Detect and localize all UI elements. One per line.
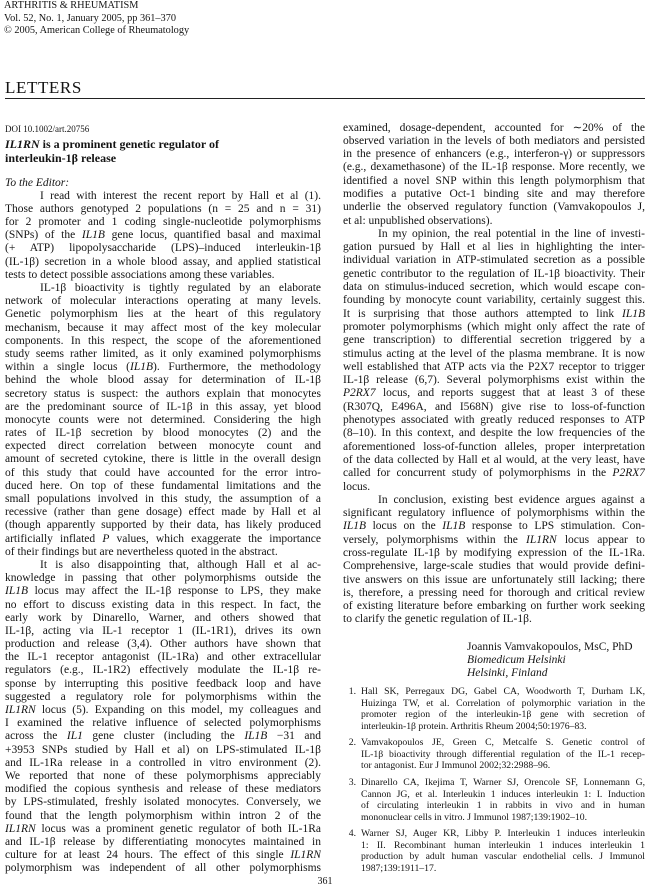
text-line: (e.g., dexamethasone) of the IL-1β response. More recently, we (343, 161, 645, 174)
text-segment: locus, and reports suggest that at least 3 of these (375, 387, 645, 400)
text-line: knowledge in passing that other polymorphisms outside the (5, 572, 321, 585)
text-segment: locus was a prominent genetic regulator of both IL-1Ra (35, 822, 321, 835)
text-line: in the presence of enhancers (e.g., interferon-γ) or suppressors (343, 148, 645, 161)
text-line (5, 533, 321, 546)
text-line: monocyte counts were not determined. Considering the high (5, 413, 321, 426)
reference-text (361, 737, 645, 772)
text-line: I read with interest the recent report by Hall et al (1). (40, 189, 321, 202)
text-segment: ). Furthermore, the methodology (153, 361, 321, 374)
text-line: stimulus acting at the level of the plasma membrane. It is now (343, 347, 645, 360)
right-column (343, 122, 645, 627)
text-line: well established that ATP acts via the P2X7 receptor to trigger (343, 360, 645, 373)
text-line: founding by monocyte count variability, certainly suggest this. (343, 294, 645, 307)
title-line (5, 137, 321, 151)
text-line: amount of secreted cytokine, there is little in the overall design (5, 453, 321, 466)
reference-line: Warner SJ, Auger KR, Libby P. Interleukin 1 induces interleukin (361, 828, 645, 840)
text-line: polymorphism was independent of all other polymorphisms (5, 862, 321, 875)
paragraph (5, 559, 321, 876)
reference-line: Dinarello CA, Ikejima T, Warner SJ, Orencole SF, Lonnemann G, (361, 776, 645, 788)
text-line (343, 534, 645, 547)
text-line: examined, dosage-dependent, accounted for ∼20% of the (343, 121, 645, 134)
text-line (343, 308, 645, 321)
text-line: identified a novel SNP within this length polymorphism that (343, 174, 645, 187)
paragraph (5, 190, 321, 282)
text-line: for 2 promoter and 1 coding single-nucleotide polymorphisms (5, 216, 321, 229)
text-line: network of molecular interactions operating at many levels. (5, 295, 321, 308)
text-line: of their findings but are nevertheless quoted in the abstract. (5, 545, 278, 558)
text-line: study seems rather limited, as it only examined polymorphisms (5, 347, 321, 360)
text-line: phenotypes associated with greatly reduced responses to ATP (343, 414, 645, 427)
text-line: of the data collected by Hall et al would, at the very least, have (343, 453, 645, 466)
text-segment: gene locus, quantified basal and maximal (104, 229, 321, 242)
text-line: behind the whole blood assay for determination of IL-1β (5, 374, 321, 387)
signature (467, 641, 633, 681)
left-paragraphs (5, 190, 321, 876)
reference-line: Cannon JG, et al. Interleukin 1 induces interleukin 1: I. Induction (361, 788, 645, 800)
text-line: aforementioned loss-of-function alleles, proper interpretation (343, 440, 645, 453)
text-segment: called for concurrent study of polymorphisms in the (343, 467, 613, 480)
reference-number: 1. (348, 686, 356, 697)
reference-item (343, 737, 645, 772)
text-line: In conclusion, existing best evidence argues against a (378, 493, 645, 506)
text-line: IL-1β release (6,7). Several polymorphisms exist within the (343, 374, 645, 387)
reference-line: Vamvakopoulos JE, Green C, Metcalfe S. Genetic control of (361, 737, 645, 749)
salutation: To the Editor: (5, 176, 70, 189)
text-line: I examined the relative influence of selected polymorphisms (5, 717, 321, 730)
text-line: of this study that could have accounted for the error intro- (5, 466, 321, 479)
text-line: We reported that none of these polymorphisms appreciably (5, 769, 321, 782)
text-line (5, 229, 321, 242)
text-segment: locus on the (366, 520, 443, 533)
text-line: tests to detect possible associations among these variables. (5, 268, 275, 281)
reference-item (343, 828, 645, 874)
reference-line: Huizinga TW, et al. Correlation of polymorphic variation in the (361, 697, 645, 709)
italic-term: IL1RN (5, 136, 40, 151)
text-line (5, 730, 321, 743)
reference-line: mononuclear cells in vitro. J Immunol 1987;139:1902–10. (361, 811, 588, 823)
text-line: sponse by interrupting this positive feedback loop and have (5, 677, 321, 690)
italic-term: IL1RN (5, 822, 36, 835)
text-segment: values, which exaggerate the importance (109, 532, 321, 545)
paragraph (5, 282, 321, 559)
text-segment: locus (5). Expanding on this model, my colleagues and (35, 704, 321, 716)
reference-item (343, 777, 645, 823)
title-line: interleukin-1β release (5, 150, 117, 165)
journal-header (4, 0, 189, 38)
text-segment: (SNPs) of the (5, 229, 82, 242)
text-line (5, 849, 321, 862)
text-line: individual variation in ATP-stimulated secretion as a possible (343, 254, 645, 267)
italic-term: IL1RN (525, 533, 557, 546)
text-line: significant regulatory influence of polymorphisms within the (343, 507, 645, 520)
italic-term: IL1B (5, 585, 28, 598)
reference-line: production by adult human vascular endothelial cells. J Immunol (361, 851, 645, 863)
text-line: Those authors genotyped 2 populations (n = 25 and n = 31) (5, 202, 321, 215)
text-line: (IL-1β) secretion in a whole blood assay, and applied statistical (5, 255, 321, 268)
text-line: found that the length polymorphism within intron 2 of the (5, 809, 321, 822)
text-line: It is also disappointing that, although Hall et al ac- (40, 558, 321, 571)
text-line: promoter polymorphisms (which might only affect the rate of (343, 320, 645, 333)
text-segment: locus appear to (556, 533, 645, 546)
text-line: cross-regulate IL-1β by modifying expression of the IL-1Ra. (343, 547, 645, 559)
italic-term: P2RX7 (343, 387, 376, 400)
reference-text (361, 828, 645, 874)
italic-term: IL1B (442, 520, 466, 533)
text-line: secretory status is suspect: the authors explain that monocytes (5, 387, 321, 400)
text-line: is, therefore, a pressing need for thorough and critical review (343, 586, 645, 599)
text-line: et al: unpublished observations). (343, 214, 493, 227)
section-rule (5, 98, 645, 99)
text-line (5, 361, 321, 374)
text-line: Comprehensive, large-scale studies that would provide defini- (343, 560, 645, 573)
text-segment: is a prominent genetic regulator of (39, 136, 219, 151)
italic-term: IL1B (343, 520, 366, 533)
text-segment: It is surprising that those authors attempted to link (343, 307, 622, 320)
reference-line: of circulating interleukin 1 in rabbits in vivo and in human (361, 800, 645, 812)
reference-line: 1: II. Recombinant human interleukin 1 induces interleukin 1 (361, 839, 645, 851)
text-line: suggested a regulatory role for polymorphisms within the (5, 690, 321, 703)
text-line: In my opinion, the real potential in the line of investi- (378, 227, 645, 240)
italic-term: IL1B (244, 730, 268, 743)
reference-list (343, 686, 645, 879)
text-line: underlie the observed regulatory function (Vamvakopoulos J, (343, 201, 645, 214)
text-line: mechanism, because it may affect most of the key molecular (5, 321, 321, 334)
signature-name: Joannis Vamvakopoulos, MsC, PhD (467, 640, 633, 653)
reference-item (343, 686, 645, 732)
signature-location: Helsinki, Finland (467, 666, 548, 679)
text-line: Genetic polymorphism lies at the heart of this regulatory (5, 308, 321, 321)
text-segment: within a single locus ( (5, 361, 130, 374)
text-line: are the predominant source of IL-1β in this assay, yet blood (5, 400, 321, 413)
text-segment: response to LPS stimulation. Con- (465, 520, 645, 533)
text-line: (8–10). In this context, and despite the low frequencies of the (343, 427, 645, 440)
text-line: production and release (3,4). Other authors have shown that (5, 638, 321, 651)
reference-text (361, 777, 645, 823)
text-line: observed variation in the levels of both mediators and persisted (343, 134, 645, 147)
paragraph (343, 122, 645, 228)
text-line (343, 467, 645, 480)
left-column (5, 177, 321, 876)
text-line: the IL-1 receptor antagonist (IL-1Ra) and other extracellular (5, 651, 321, 664)
text-line: early work by Dinarello, Warner, and others showed that (5, 611, 321, 624)
paragraph (343, 228, 645, 494)
reference-line: tor antagonist. Eur J Immunol 2002;32:2988–96. (361, 760, 551, 772)
journal-issue: Vol. 52, No. 1, January 2005, pp 361–370 (4, 12, 176, 24)
text-line: tive answers on this issue are unfortunately still lacking; there (343, 573, 645, 586)
text-line (343, 520, 645, 533)
reference-line: IL-1β bioactivity through differential regulation of the IL-1 recep- (361, 748, 645, 760)
text-line: modifies a putative Oct-1 binding site and may therefore (343, 187, 645, 200)
reference-line: interleukin-1β protein. Arthritis Rheum 2004;50:1976–83. (361, 720, 587, 732)
text-line: to clarify the genetic regulation of IL-1β. (343, 613, 532, 626)
text-line: recessive (rather than gene dosage) effect made by Hall et al (5, 506, 321, 519)
text-line: (+ ATP) lipopolysaccharide (LPS)–induced interleukin-1β (5, 242, 321, 255)
italic-term: IL1RN (5, 704, 36, 716)
reference-line: promoter region of the interleukin-1β gene with secretion of (361, 709, 645, 721)
text-segment: culture for at least 24 hours. The effect of this single (5, 849, 291, 862)
text-line: gation pursued by Hall et al lies in highlighting the inter- (343, 241, 645, 254)
text-segment: across the (5, 730, 67, 743)
page-number: 361 (317, 876, 333, 887)
text-line: genetic contributor to the regulation of IL-1β bioactivity. Their (343, 267, 645, 280)
text-segment: gene cluster (including the (82, 730, 245, 743)
text-line: IL-1β bioactivity is tightly regulated by an elaborate (40, 282, 321, 294)
text-line: IL-1β, acting via IL-1 receptor 1 (IL-1R1), drives its own (5, 624, 321, 637)
reference-line: 1987;139:1911–17. (361, 862, 437, 874)
reference-text (361, 686, 645, 732)
signature-institution: Biomedicum Helsinki (467, 653, 566, 666)
text-line: duced here. On top of these fundamental limitations and the (5, 479, 321, 492)
text-line: (though apparently supported by their data, has likely produced (5, 519, 321, 532)
text-line: no effort to discuss existing data in this respect. In fact, the (5, 598, 321, 611)
text-line: regulators (e.g., IL-1R2) effectively modulate the IL-1β re- (5, 664, 321, 677)
text-line: and IL-1Ra release in a controlled in vitro environment (2). (5, 756, 321, 769)
text-line: +3953 SNPs studied by Hall et al) on LPS-stimulated IL-1β (5, 743, 321, 756)
italic-term: P2RX7 (612, 467, 645, 480)
section-title: LETTERS (5, 78, 82, 97)
text-line (5, 585, 321, 598)
text-line: small populations involved in this study, the assumption of a (5, 493, 321, 505)
text-line: data on stimulus-induced secretion, which would escape con- (343, 281, 645, 294)
text-segment: −31 and (267, 730, 321, 743)
text-segment: versely, polymorphisms within the (343, 533, 526, 546)
letter-title (5, 137, 321, 165)
reference-number: 3. (348, 776, 356, 788)
italic-term: P (102, 532, 110, 545)
text-line: modified the copious synthesis and release of these mediators (5, 783, 321, 796)
italic-term: IL1 (66, 730, 83, 743)
text-line: locus. (343, 480, 371, 493)
italic-term: IL1B (81, 229, 105, 242)
text-line (5, 704, 321, 717)
text-segment: artificially inflated (5, 532, 103, 545)
text-line: rates of IL-1β secretion by blood monocytes (2) and the (5, 427, 321, 440)
italic-term: IL1RN (290, 849, 321, 862)
paragraph (343, 494, 645, 627)
text-line: by LPS-stimulated, freshly isolated monocytes. Conversely, we (5, 796, 321, 809)
reference-number: 4. (348, 828, 356, 840)
text-line: of existing literature before embarking on further work seeking (343, 600, 645, 613)
journal-name: ARTHRITIS & RHEUMATISM (4, 0, 139, 11)
italic-term: IL1B (622, 307, 645, 320)
text-line (343, 387, 645, 400)
text-line: and IL-1β release by differentiating monocytes maintained in (5, 835, 321, 848)
italic-term: IL1B (130, 361, 153, 374)
text-line: expected direct correlation between monocyte count and (5, 440, 321, 453)
text-line: (R307Q, E496A, and I568N) give rise to loss-of-function (343, 400, 645, 413)
reference-number: 2. (348, 737, 356, 749)
journal-copyright: © 2005, American College of Rheumatology (4, 25, 190, 36)
reference-line: Hall SK, Perregaux DG, Gabel CA, Woodworth T, Durham LK, (361, 686, 645, 697)
doi: DOI 10.1002/art.20756 (5, 124, 90, 134)
text-line: components. In this respect, the scope of the aforementioned (5, 334, 321, 347)
text-segment: locus may affect the IL-1β response to LPS, they make (28, 585, 321, 598)
text-line: gene transcription) to differential secretion triggered by a (343, 334, 645, 347)
text-line (5, 823, 321, 836)
